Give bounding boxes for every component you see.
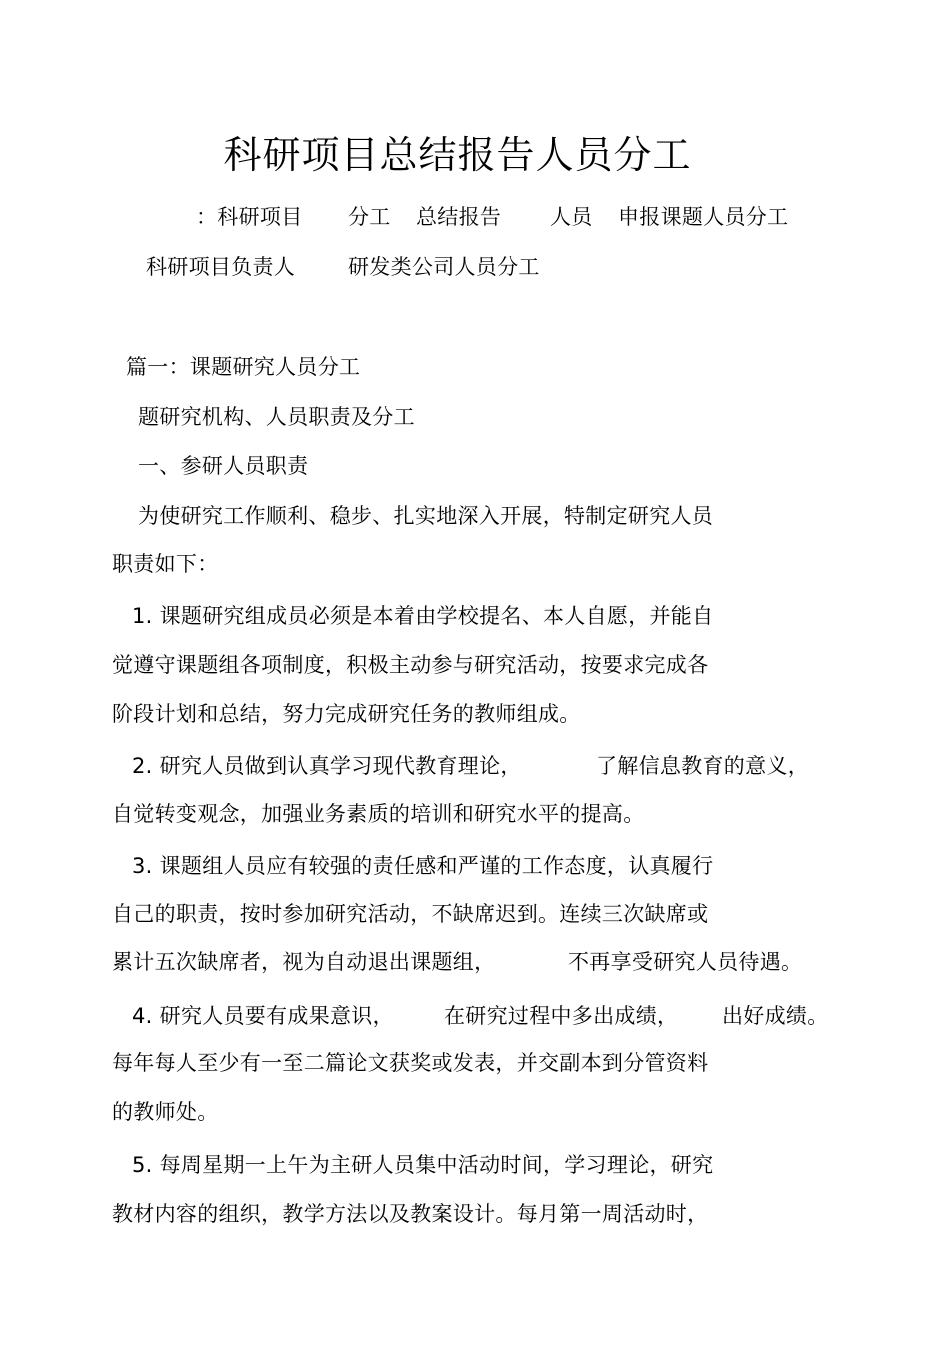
list-item-line: 1. 课题研究组成员必须是本着由学校提名、本人自愿，并能自 [132, 604, 714, 628]
section-heading: 篇一：课题研究人员分工 [126, 355, 361, 379]
list-item-line: 每年每人至少有一至二篇论文获奖或发表，并交副本到分管资料 [112, 1051, 709, 1075]
keyword: 研发类公司人员分工 [348, 255, 540, 279]
list-item-line: 自己的职责，按时参加研究活动，不缺席迟到。连续三次缺席或 [112, 902, 709, 926]
list-item-line: 了解信息教育的意义， [596, 754, 809, 778]
list-item-line: 在研究过程中多出成绩， [444, 1004, 679, 1028]
keyword: 申报课题人员分工 [618, 205, 789, 229]
paragraph-line: 为使研究工作顺利、稳步、扎实地深入开展，特制定研究人员 [138, 504, 714, 528]
list-item-line: 累计五次缺席者，视为自动退出课题组， [112, 950, 496, 974]
sub-heading: 题研究机构、人员职责及分工 [138, 405, 415, 429]
paragraph-line: 职责如下： [112, 552, 219, 576]
list-item-line: 5. 每周星期一上午为主研人员集中活动时间，学习理论，研究 [132, 1153, 714, 1177]
keyword: 科研项目负责人 [146, 255, 296, 279]
keywords-line-2 [146, 253, 295, 281]
keyword-wrap [348, 203, 391, 231]
keyword-wrap [348, 253, 540, 281]
list-item-line: 觉遵守课题组各项制度，积极主动参与研究活动，按要求完成各 [112, 653, 709, 677]
list-item-line: 4. 研究人员要有成果意识， [132, 1004, 394, 1028]
list-item-line: 的教师处。 [112, 1100, 219, 1124]
keyword: 总结报告 [416, 205, 502, 229]
list-item-line: 不再享受研究人员待遇。 [568, 950, 803, 974]
keyword-wrap [416, 203, 501, 231]
keyword: 分工 [348, 205, 391, 229]
list-item-line: 阶段计划和总结，努力完成研究任务的教师组成。 [112, 702, 581, 726]
list-item-line: 2. 研究人员做到认真学习现代教育理论， [132, 754, 522, 778]
keyword: 人员 [550, 205, 593, 229]
keyword-wrap [550, 203, 593, 231]
list-item-line: 教材内容的组织，教学方法以及教案设计。每月第一周活动时， [112, 1202, 709, 1226]
list-item-line: 自觉转变观念，加强业务素质的培训和研究水平的提高。 [112, 802, 645, 826]
list-item-line: 3. 课题组人员应有较强的责任感和严谨的工作态度，认真履行 [132, 854, 714, 878]
keyword-wrap [618, 203, 788, 231]
list-item-line: 出好成绩。 [722, 1004, 829, 1028]
point-heading: 一、参研人员职责 [138, 454, 309, 478]
keyword: ：科研项目 [196, 205, 303, 229]
document-title: 科研项目总结报告人员分工 [223, 133, 692, 177]
keywords-line-1 [196, 203, 303, 231]
